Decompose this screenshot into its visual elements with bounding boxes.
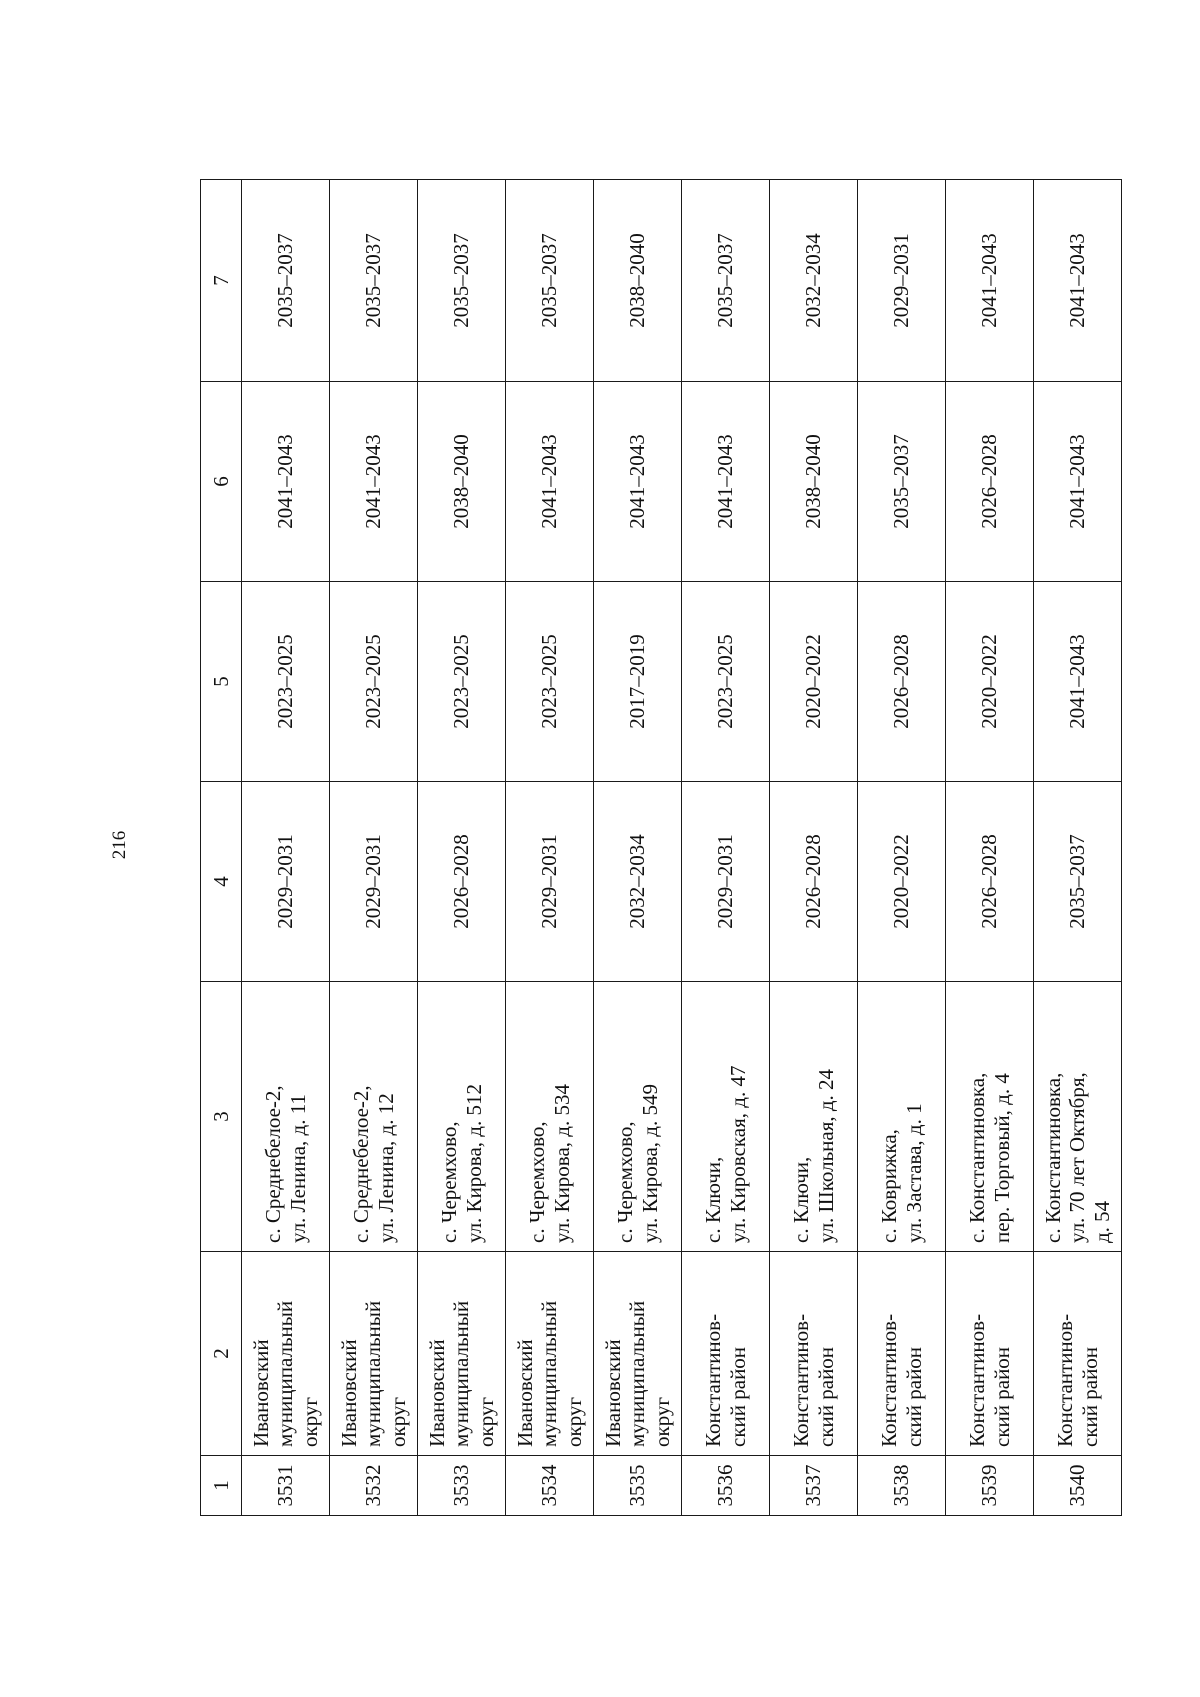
district-line: Ивановский	[600, 1339, 625, 1447]
column-header: 3	[201, 982, 242, 1252]
period-cell-c6: 2041–2043	[1034, 382, 1122, 582]
period-cell-c7: 2029–2031	[858, 180, 946, 382]
table-row	[418, 180, 506, 1516]
row-number-cell: 3534	[506, 1456, 594, 1516]
table-row	[1034, 180, 1122, 1516]
table-row	[330, 180, 418, 1516]
address-line: с. Коврижка,	[876, 1129, 901, 1243]
period-cell-c4: 2026–2028	[770, 782, 858, 982]
address-line: с. Константиновка,	[1040, 1072, 1065, 1243]
column-header: 1	[201, 1456, 242, 1516]
district-line: Константинов-	[700, 1313, 725, 1447]
table-row	[946, 180, 1034, 1516]
address-line: ул. Кировская, д. 47	[725, 1065, 750, 1243]
period-cell-c5: 2020–2022	[946, 582, 1034, 782]
district-cell	[330, 1252, 418, 1456]
page-number: 216	[109, 830, 130, 860]
district-line: ский район	[1077, 1346, 1102, 1447]
district-cell	[946, 1252, 1034, 1456]
row-number-cell: 3537	[770, 1456, 858, 1516]
district-line: Константинов-	[788, 1313, 813, 1447]
address-cell	[330, 982, 418, 1252]
period-cell-c6: 2041–2043	[682, 382, 770, 582]
period-cell-c7: 2041–2043	[1034, 180, 1122, 382]
address-line: ул. Школьная, д. 24	[813, 1068, 838, 1243]
period-cell-c5: 2017–2019	[594, 582, 682, 782]
period-cell-c7: 2035–2037	[506, 180, 594, 382]
period-cell-c6: 2041–2043	[594, 382, 682, 582]
address-cell	[1034, 982, 1122, 1252]
period-cell-c5: 2026–2028	[858, 582, 946, 782]
address-cell	[242, 982, 330, 1252]
period-cell-c7: 2035–2037	[330, 180, 418, 382]
address-line: ул. Кирова, д. 534	[549, 1084, 574, 1243]
row-number-cell: 3532	[330, 1456, 418, 1516]
address-cell	[682, 982, 770, 1252]
period-cell-c6: 2038–2040	[418, 382, 506, 582]
district-line: Ивановский	[248, 1339, 273, 1447]
period-cell-c4: 2029–2031	[506, 782, 594, 982]
district-line: ский район	[813, 1346, 838, 1447]
address-line: с. Черемхово,	[524, 1121, 549, 1243]
district-line: муниципальный	[449, 1300, 474, 1447]
address-line: с. Среднебелое-2,	[348, 1085, 373, 1243]
address-cell	[418, 982, 506, 1252]
district-line: Константинов-	[964, 1313, 989, 1447]
address-cell	[594, 982, 682, 1252]
address-line: ул. Кирова, д. 549	[637, 1084, 662, 1243]
district-line: округ	[649, 1396, 674, 1447]
table-body	[242, 180, 1122, 1516]
address-line: с. Ключи,	[700, 1156, 725, 1243]
period-cell-c6: 2041–2043	[330, 382, 418, 582]
district-cell	[242, 1252, 330, 1456]
address-cell	[946, 982, 1034, 1252]
column-header: 2	[201, 1252, 242, 1456]
table-row	[770, 180, 858, 1516]
row-number-cell: 3535	[594, 1456, 682, 1516]
row-number-cell: 3531	[242, 1456, 330, 1516]
row-number-cell: 3540	[1034, 1456, 1122, 1516]
period-cell-c5: 2041–2043	[1034, 582, 1122, 782]
registry-table	[200, 179, 1122, 1516]
district-line: муниципальный	[537, 1300, 562, 1447]
period-cell-c5: 2023–2025	[242, 582, 330, 782]
period-cell-c6: 2041–2043	[506, 382, 594, 582]
period-cell-c4: 2029–2031	[242, 782, 330, 982]
period-cell-c6: 2026–2028	[946, 382, 1034, 582]
column-header: 7	[201, 180, 242, 382]
district-cell	[770, 1252, 858, 1456]
period-cell-c7: 2041–2043	[946, 180, 1034, 382]
period-cell-c4: 2020–2022	[858, 782, 946, 982]
address-line: с. Ключи,	[788, 1156, 813, 1243]
address-line: пер. Торговый, д. 4	[989, 1073, 1014, 1243]
address-line: ул. Ленина, д. 12	[373, 1093, 398, 1243]
period-cell-c7: 2032–2034	[770, 180, 858, 382]
column-header: 6	[201, 382, 242, 582]
address-line: ул. Кирова, д. 512	[461, 1084, 486, 1243]
district-line: ский район	[725, 1346, 750, 1447]
district-line: Константинов-	[876, 1313, 901, 1447]
address-line: с. Черемхово,	[612, 1121, 637, 1243]
district-line: Ивановский	[512, 1339, 537, 1447]
district-line: округ	[385, 1396, 410, 1447]
period-cell-c4: 2035–2037	[1034, 782, 1122, 982]
period-cell-c5: 2023–2025	[418, 582, 506, 782]
district-cell	[682, 1252, 770, 1456]
district-line: округ	[561, 1396, 586, 1447]
address-line: с. Черемхово,	[436, 1121, 461, 1243]
period-cell-c6: 2041–2043	[242, 382, 330, 582]
district-line: округ	[473, 1396, 498, 1447]
column-header: 4	[201, 782, 242, 982]
address-cell	[506, 982, 594, 1252]
district-cell	[506, 1252, 594, 1456]
address-line: ул. Застава, д. 1	[901, 1103, 926, 1243]
table-row	[594, 180, 682, 1516]
address-line: с. Среднебелое-2,	[260, 1085, 285, 1243]
district-line: Константинов-	[1052, 1313, 1077, 1447]
period-cell-c5: 2023–2025	[330, 582, 418, 782]
period-cell-c7: 2038–2040	[594, 180, 682, 382]
period-cell-c5: 2023–2025	[506, 582, 594, 782]
row-number-cell: 3539	[946, 1456, 1034, 1516]
address-cell	[858, 982, 946, 1252]
period-cell-c4: 2032–2034	[594, 782, 682, 982]
period-cell-c7: 2035–2037	[418, 180, 506, 382]
period-cell-c6: 2038–2040	[770, 382, 858, 582]
district-cell	[594, 1252, 682, 1456]
district-line: округ	[297, 1396, 322, 1447]
district-line: муниципальный	[625, 1300, 650, 1447]
period-cell-c4: 2029–2031	[330, 782, 418, 982]
district-line: Ивановский	[424, 1339, 449, 1447]
district-cell	[418, 1252, 506, 1456]
row-number-cell: 3538	[858, 1456, 946, 1516]
period-cell-c5: 2020–2022	[770, 582, 858, 782]
period-cell-c4: 2029–2031	[682, 782, 770, 982]
district-line: ский район	[901, 1346, 926, 1447]
table-row	[682, 180, 770, 1516]
period-cell-c7: 2035–2037	[242, 180, 330, 382]
address-line: с. Константиновка,	[964, 1072, 989, 1243]
period-cell-c4: 2026–2028	[946, 782, 1034, 982]
address-line: ул. Ленина, д. 11	[285, 1094, 310, 1243]
district-line: ский район	[989, 1346, 1014, 1447]
row-number-cell: 3533	[418, 1456, 506, 1516]
table-row	[858, 180, 946, 1516]
period-cell-c6: 2035–2037	[858, 382, 946, 582]
address-cell	[770, 982, 858, 1252]
district-line: муниципальный	[273, 1300, 298, 1447]
period-cell-c5: 2023–2025	[682, 582, 770, 782]
district-line: Ивановский	[336, 1339, 361, 1447]
table-row	[506, 180, 594, 1516]
period-cell-c4: 2026–2028	[418, 782, 506, 982]
district-cell	[858, 1252, 946, 1456]
district-line: муниципальный	[361, 1300, 386, 1447]
district-cell	[1034, 1252, 1122, 1456]
address-line: ул. 70 лет Октября,	[1065, 1072, 1090, 1243]
row-number-cell: 3536	[682, 1456, 770, 1516]
table-frame	[200, 180, 1120, 1516]
period-cell-c7: 2035–2037	[682, 180, 770, 382]
table-header-row	[201, 180, 242, 1516]
table-row	[242, 180, 330, 1516]
column-header: 5	[201, 582, 242, 782]
address-line: д. 54	[1089, 1200, 1114, 1243]
